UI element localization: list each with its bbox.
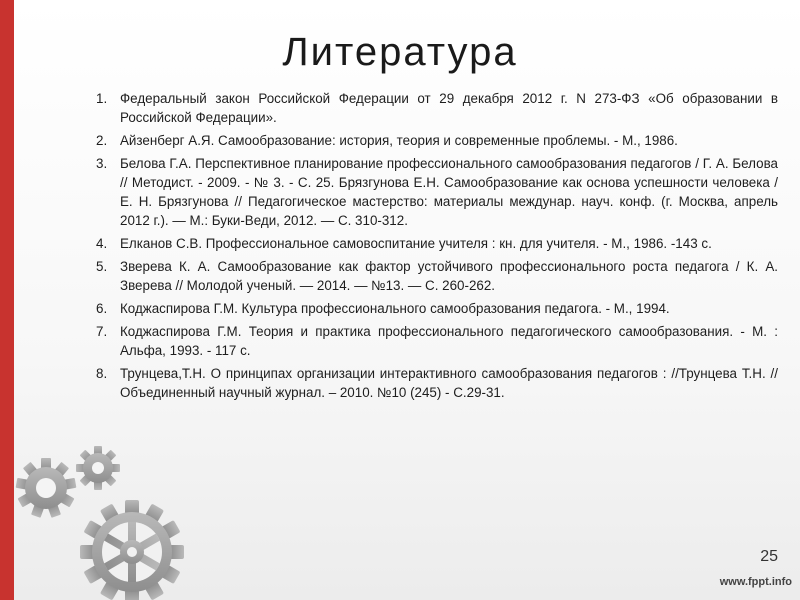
gears-icon (12, 440, 202, 600)
list-item-number: 7. (96, 324, 108, 339)
large-gear-icon (80, 500, 184, 600)
footer-url: www.fppt.info (719, 576, 792, 588)
list-item-text: Зверева К. А. Самообразование как фактор устойчивого профессионального роста педагога / К. А. Зверева // Молодой ученый. — 2014. — №13. — С. 260-262. (120, 259, 778, 293)
list-item (96, 364, 778, 402)
list-item-text: Белова Г.А. Перспективное планирование профессионального самообразования педагогов / Г. А. Белова // Методист. - 2009. - № 3. - С. 25. Брязгунова Е.Н. Самообразование как основа успешности человека / Е. Н. Брязгунова // Педагогическое мастерство: материалы междунар. науч. конф. (г. Москва, апрель 2012 г.). — М.: Буки-Веди, 2012. — С. 310-312. (120, 156, 778, 228)
reference-list (96, 89, 778, 406)
list-item (96, 89, 778, 127)
list-item-number: 2. (96, 133, 108, 148)
list-item-text: Елканов С.В. Профессиональное самовоспитание учителя : кн. для учителя. - М., 1986. -143 с. (120, 236, 712, 251)
list-item-number: 4. (96, 236, 108, 251)
list-item-number: 5. (96, 259, 108, 274)
list-item-text: Айзенберг А.Я. Самообразование: история, теория и современные проблемы. - М., 1986. (120, 133, 678, 148)
list-item-text: Трунцева,Т.Н. О принципах организации интерактивного самообразования педагогов : //Трунцева Т.Н. // Объединенный научный журнал. – 2010. №10 (245) - С.29-31. (120, 366, 778, 400)
list-item-text: Коджаспирова Г.М. Культура профессионального самообразования педагога. - М., 1994. (120, 301, 670, 316)
list-item-number: 1. (96, 91, 108, 106)
list-item (96, 131, 778, 150)
list-item-number: 3. (96, 156, 108, 171)
list-item-number: 8. (96, 366, 108, 381)
small-gear-icon (76, 446, 120, 490)
list-item (96, 234, 778, 253)
medium-gear-icon (16, 458, 77, 518)
list-item (96, 299, 778, 318)
list-item (96, 257, 778, 295)
list-item-text: Федеральный закон Российской Федерации от 29 декабря 2012 г. N 273-ФЗ «Об образовании в Российской Федерации». (120, 91, 778, 125)
list-item-number: 6. (96, 301, 108, 316)
list-item-text: Коджаспирова Г.М. Теория и практика профессионального педагогического самообразования. - М. : Альфа, 1993. - 117 с. (120, 324, 778, 358)
list-item (96, 322, 778, 360)
page-title: Литература (282, 30, 518, 74)
list-item (96, 154, 778, 230)
page-number: 25 (760, 548, 778, 565)
